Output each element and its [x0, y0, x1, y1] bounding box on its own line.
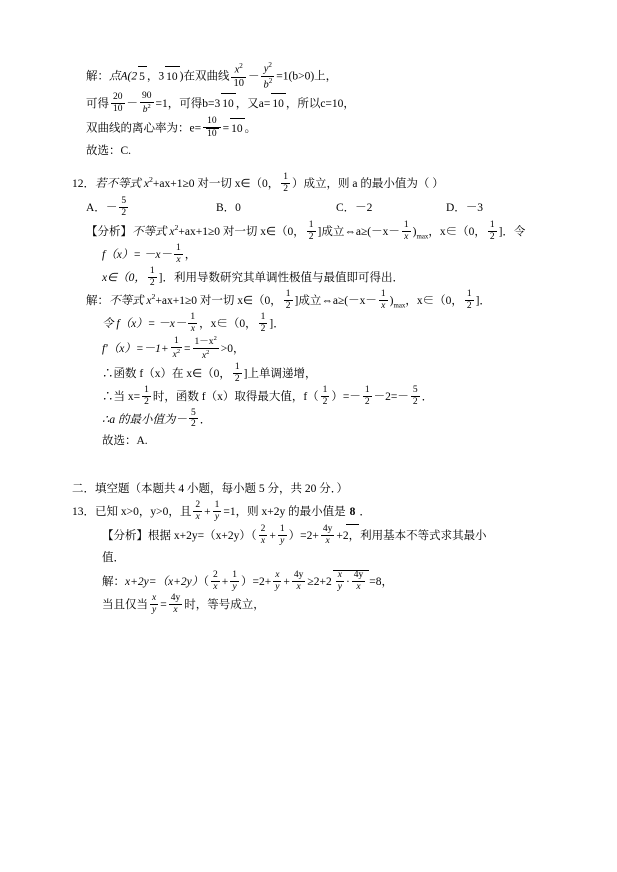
sqrt: 10 — [164, 66, 180, 89]
math-text: + — [283, 575, 290, 588]
math-text: ，x∈（0， — [428, 226, 486, 239]
math-text: ，x∈（0， — [199, 317, 257, 330]
math-text: ． — [421, 390, 434, 403]
math-text: ) — [389, 294, 394, 307]
math-text: ) — [412, 226, 417, 239]
fraction: $\frac{1}{2}$ — [283, 171, 289, 194]
sqrt: $\frac{x}{y}$ · $\frac{4y}{x}$ — [332, 570, 370, 594]
math-text: =8， — [369, 575, 394, 588]
solution-q11-line-2: 可得 $\frac{20}{10}$ － $\frac{90}{b^2}$ =1，可得b=3 10 ，又a= 10 ，所以c=10， — [86, 91, 355, 116]
fraction: $\frac{1}{2}$ — [285, 288, 291, 311]
math-text: ． — [359, 506, 371, 519]
fraction: $\frac{1}{2}$ — [489, 220, 495, 242]
math-text: ，又a= — [235, 98, 271, 111]
math-text: =2+ — [300, 530, 319, 543]
fraction: $\frac{x}{y}$ — [337, 569, 342, 592]
fraction: $\frac{90}{b^2}$ — [142, 91, 152, 116]
option-d[interactable]: D．－3 — [446, 201, 484, 214]
question-12-solution-line-2 — [72, 313, 552, 336]
math-text: 根据 x+2y=（x+2y） — [148, 530, 251, 543]
fraction: $\frac{4y}{x}$ — [293, 569, 304, 592]
fraction: $\frac{5}{2}$ — [190, 407, 196, 430]
math-text: ]．利用导数研究其单调性极值与最值即可得出． — [158, 271, 404, 284]
fraction — [231, 62, 246, 90]
math-text: 双曲线的离心率为：e= — [86, 122, 202, 135]
math-text: +ax+1≥0 对一切 x∈（0， — [178, 226, 305, 239]
fraction: $\frac{10}{10}$ — [203, 116, 221, 140]
question-13-analysis-line-2: 值． — [102, 551, 125, 564]
math-text: ]上单调递增， — [243, 367, 317, 380]
solution-label: 解： — [86, 70, 109, 83]
analysis-label: 【分析】 — [86, 226, 132, 239]
math-text: ]． — [475, 294, 491, 307]
question-12-solution-line-5 — [72, 386, 552, 409]
solution-label: 解： — [102, 575, 125, 588]
math-text: =2+ — [252, 575, 272, 588]
math-text: 已知 x>0，y>0，且 — [95, 506, 192, 519]
document-content — [72, 62, 552, 619]
math-text: + — [204, 506, 211, 519]
solution-q11 — [72, 62, 552, 163]
math-text: 时，函数 f（x）取得最大值，f（ — [152, 390, 319, 403]
fraction: $\frac{1}{x}$ — [403, 220, 409, 242]
fraction-numerator: $y^2$ — [261, 61, 274, 77]
math-text: f′（x）=－1+ — [102, 342, 169, 355]
math-text: +2，利用基本不等式求其最小 — [336, 530, 487, 543]
fraction — [261, 61, 274, 91]
math-text: ）=－ — [331, 390, 361, 403]
math-text: 。 — [244, 122, 257, 135]
fraction: $\frac{1}{x}$ — [380, 288, 386, 311]
fraction: $\frac{1}{2}$ — [149, 265, 155, 288]
math-text: ）成立，则 a 的最小值为（ ） — [292, 177, 444, 190]
math-text: 时，等号成立， — [184, 598, 265, 611]
fraction: $\frac{1-x^2}{x^2}$ — [194, 334, 217, 361]
fraction: $\frac{1}{2}$ — [322, 384, 328, 407]
question-12-solution-line-4 — [72, 363, 552, 386]
math-text: ]成立⇔a≥(－x－ — [317, 226, 400, 239]
math-text: ]成立⇔a≥(－x－ — [294, 294, 377, 307]
math-text: = — [222, 122, 230, 135]
question-13 — [72, 501, 552, 616]
question-12-options — [72, 196, 552, 221]
math-text: =1(b>0)上， — [276, 70, 338, 83]
question-12-solution-line-1: 解：不等式 $x^2+ax+1\ge 0$ 对一切 x∈（0， $\frac{1}{2}$ ]成立⇔a≥(－x－ $\frac{1}{x}$ )$_{max}$，x∈（0， $\frac{1}{2}$ ]． — [86, 288, 491, 311]
fraction: $\frac{1}{2}$ — [364, 384, 370, 407]
sqrt: 5 — [137, 66, 147, 89]
fraction-numerator: $x^2$ — [231, 62, 246, 78]
math-text: －2=－ — [373, 390, 409, 403]
math-text: +ax+1≥0 对一切 x∈（0， — [152, 177, 280, 190]
solution-q11-line-4: 故选：C. — [86, 144, 132, 157]
fraction: $\frac{1}{x}$ — [190, 311, 196, 334]
math-text: ]． — [269, 317, 285, 330]
question-12-stem: 12．若不等式 $x^2+ax+1\ge 0$ 对一切 x∈（0， $\frac{1}{2}$ ）成立，则 a 的最小值为（ ） — [72, 171, 444, 194]
fraction: $\frac{1}{y}$ — [232, 569, 237, 592]
math-text: ． — [199, 413, 212, 426]
sqrt: 10 — [270, 93, 286, 116]
question-12-analysis-line-2 — [72, 244, 552, 267]
fraction: $\frac{20}{10}$ — [113, 92, 123, 115]
math-text: x+2y=（x+2y） — [125, 575, 204, 588]
math-text: ∴函数 f（x）在 x∈（0， — [102, 367, 231, 380]
math-text: )在双曲线 — [179, 70, 230, 83]
fraction: $\frac{1}{y}$ — [214, 500, 220, 523]
math-text: = — [160, 598, 167, 611]
math-text: ∴a 的最小值为－ — [102, 413, 187, 426]
math-text: 可得 — [86, 98, 109, 111]
question-12-solution-line-7: 故选：A. — [102, 435, 148, 448]
section-two-title: 二．填空题（本题共 4 小题，每小题 5 分，共 20 分．） — [72, 483, 348, 496]
math-text: ∴当 x= — [102, 390, 141, 403]
question-12 — [72, 173, 552, 453]
question-12-analysis-line-3 — [72, 267, 552, 290]
question-12-solution-line-3 — [72, 336, 552, 363]
fraction: $\frac{2}{x}$ — [212, 569, 218, 592]
fraction-denominator: 10 — [233, 77, 244, 89]
math-text: 令 f（x）= －x－ — [102, 317, 187, 330]
solution-q11-line-3 — [72, 117, 552, 141]
math-text: ，3 — [146, 70, 165, 83]
fraction: $\frac{2}{x}$ — [260, 524, 266, 546]
math-text: 点A(2 — [109, 70, 138, 83]
fraction-denominator: $b^2$ — [263, 76, 273, 91]
solution-q11-line-1: 解：点A(2 5 ，3 10 )在双曲线 $\frac{x^2}{10}$ － $\frac{y^2}{b^2}$ =1(b>0)上， — [86, 61, 338, 91]
math-text: ]．令 — [498, 226, 526, 239]
math-text: >0， — [220, 342, 245, 355]
fraction: $\frac{1}{2}$ — [466, 288, 472, 311]
fraction: $\frac{2}{x}$ — [195, 500, 201, 523]
fraction: $\frac{1}{2}$ — [260, 311, 266, 334]
math-text: ，x∈（0， — [405, 294, 463, 307]
analysis-label: 【分析】 — [102, 530, 148, 543]
math-text: ，所以c=10， — [285, 98, 355, 111]
subscript-max: max — [393, 302, 406, 310]
sqrt: 10 — [220, 93, 236, 116]
math-text: =1，则 x+2y 的最小值是 — [223, 506, 346, 519]
fraction: $\frac{1}{2}$ — [308, 220, 314, 242]
fraction: $\frac{5}{2}$ — [121, 195, 127, 218]
question-12-analysis-line-1: 【分析】不等式 $x^2+ax+1\ge 0$ 对一切 x∈（0， $\frac{1}{2}$ ]成立⇔a≥(－x－ $\frac{1}{x}$ )$_{max}$，x∈（0， $\frac{1}{2}$ ]．令 — [86, 220, 526, 242]
fraction: $\frac{4y}{x}$ — [170, 592, 181, 615]
question-13-solution-line-1: 解：x+2y=（x+2y）（ $\frac{2}{x}$ + $\frac{1}{y}$ ）=2+ $\frac{x}{y}$ + $\frac{4y}{x}$ ≥2+2 $\frac{x}{y}$ · $\frac{4y}{x}$ =8， — [102, 569, 394, 592]
question-12-solution-line-6 — [72, 409, 552, 432]
question-13-solution-line-2 — [72, 594, 552, 617]
math-text: ≥2+2 — [307, 575, 332, 588]
fraction: $\frac{1}{x^2}$ — [172, 335, 181, 360]
sqrt: 10 — [229, 118, 245, 141]
math-text: +ax+1≥0 对一切 x∈（0， — [155, 294, 282, 307]
fraction: $\frac{1}{2}$ — [234, 361, 240, 384]
math-text: = — [184, 342, 191, 355]
question-13-analysis-line-1: 【分析】根据 x+2y=（x+2y）（ $\frac{2}{x}$ + $\frac{1}{y}$ ）=2+ $\frac{4y}{x}$ +2，利用基本不等式求其最小 — [102, 524, 487, 546]
math-text: f（x）= －x－ — [102, 248, 173, 261]
option-a[interactable]: A．－ $\frac{5}{2}$ — [86, 195, 127, 218]
math-text: 不等式 x — [109, 294, 152, 307]
fraction: $\frac{1}{y}$ — [279, 524, 285, 546]
solution-label: 解： — [86, 294, 109, 307]
math-text: =1，可得b=3 — [155, 98, 221, 111]
subscript-max: max — [416, 233, 429, 241]
fraction: $\frac{1}{2}$ — [144, 384, 149, 407]
fraction: $\frac{x}{y}$ — [152, 592, 157, 615]
question-number: 12． — [72, 177, 95, 190]
fraction: $\frac{4y}{x}$ — [322, 524, 333, 546]
option-b[interactable]: B．0 — [216, 201, 241, 214]
option-c[interactable]: C．－2 — [336, 201, 373, 214]
math-text: x∈（0， — [102, 271, 146, 284]
question-13-stem — [72, 501, 552, 525]
math-text: ， — [184, 248, 197, 261]
fraction: $\frac{x}{y}$ — [275, 569, 280, 592]
math-text: 不等式 x — [132, 226, 175, 239]
answer-blank: 8 — [346, 502, 360, 525]
question-number: 13． — [72, 506, 95, 519]
math-text: 当且仅当 — [102, 598, 148, 611]
fraction: $\frac{5}{2}$ — [412, 384, 418, 407]
math-text: 若不等式 x — [95, 177, 149, 190]
fraction: $\frac{1}{x}$ — [176, 242, 181, 265]
fraction: $\frac{4y}{x}$ — [353, 569, 364, 592]
